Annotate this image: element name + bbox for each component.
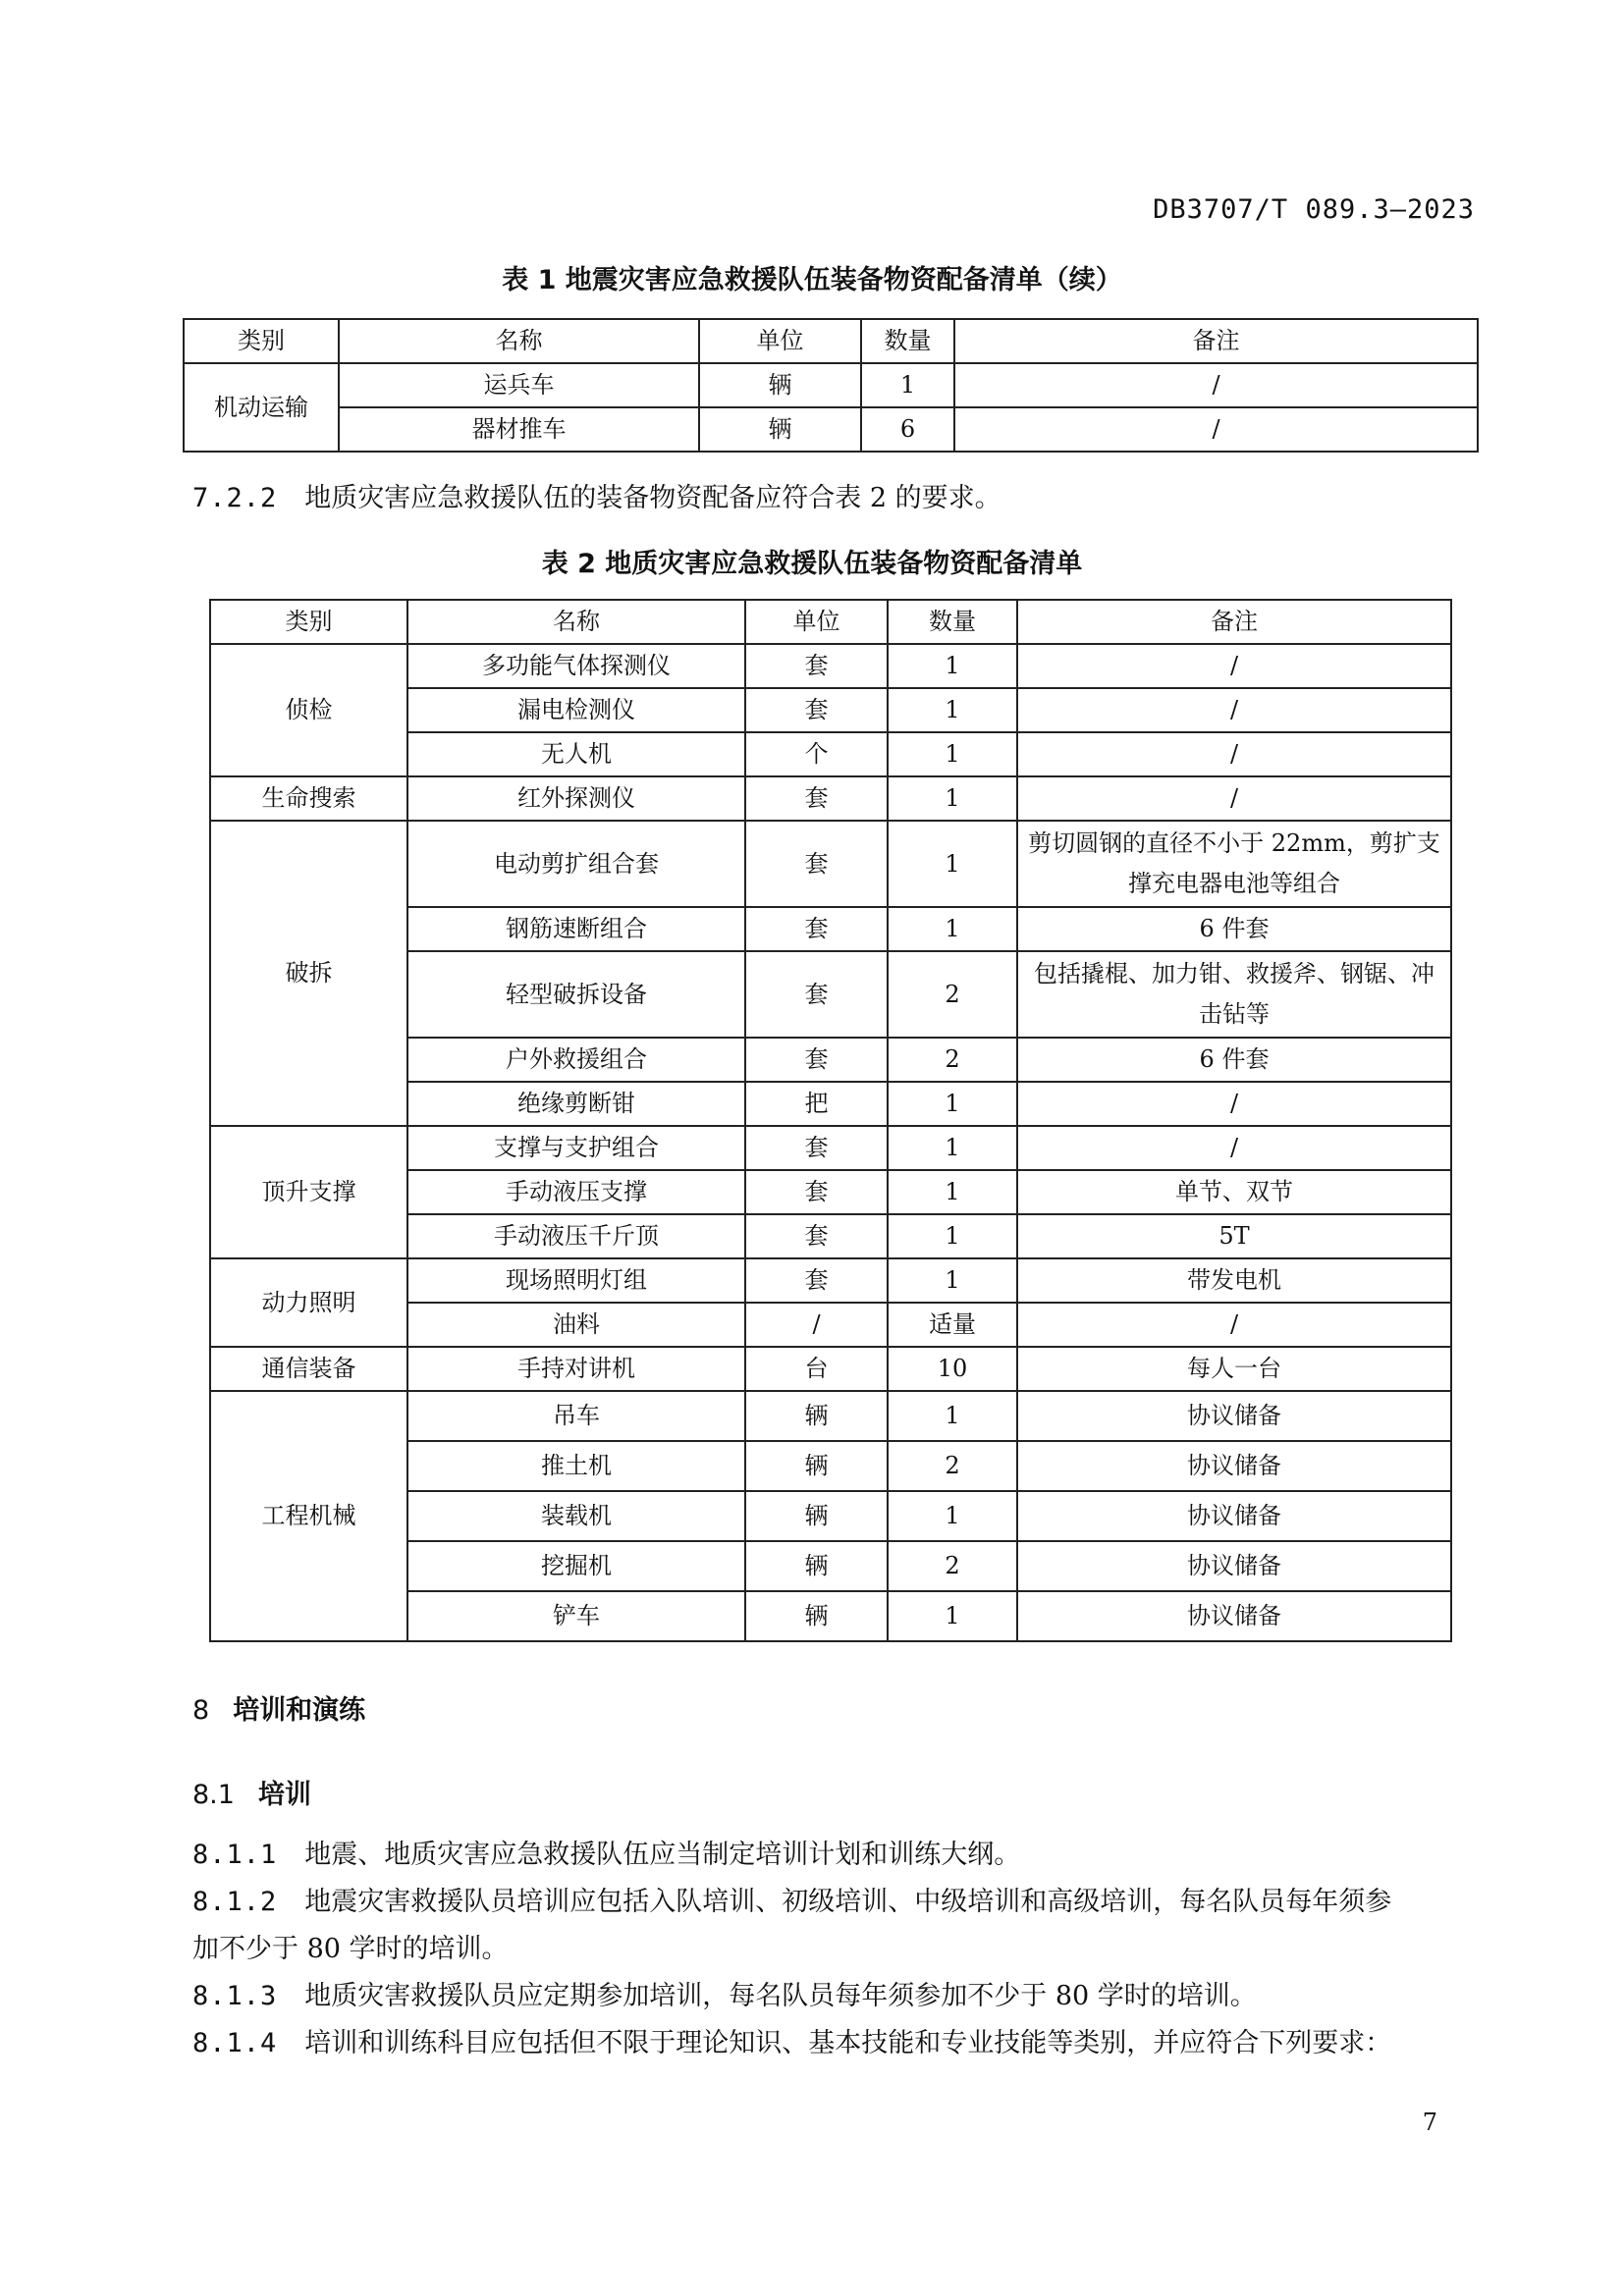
category-cell: 破拆 bbox=[210, 821, 407, 1126]
clause-text: 地质灾害应急救援队伍的装备物资配备应符合表 2 的要求。 bbox=[304, 483, 1001, 513]
note-cell: / bbox=[1017, 688, 1451, 732]
category-cell: 侦检 bbox=[210, 644, 407, 776]
name-cell: 现场照明灯组 bbox=[407, 1258, 745, 1303]
category-cell: 动力照明 bbox=[210, 1258, 407, 1347]
table-header-row bbox=[184, 319, 1478, 363]
note-cell: 6 件套 bbox=[1017, 907, 1451, 951]
name-cell: 多功能气体探测仪 bbox=[407, 644, 745, 688]
name-cell: 轻型破拆设备 bbox=[407, 951, 745, 1038]
header-cell: 数量 bbox=[861, 319, 954, 363]
unit-cell: 辆 bbox=[699, 363, 861, 407]
table1 bbox=[183, 318, 1479, 453]
unit-cell: 套 bbox=[745, 1038, 888, 1082]
unit-cell: 套 bbox=[745, 821, 888, 907]
unit-cell: 辆 bbox=[745, 1541, 888, 1591]
unit-cell: / bbox=[745, 1303, 888, 1347]
qty-cell: 1 bbox=[888, 732, 1017, 776]
name-cell: 绝缘剪断钳 bbox=[407, 1082, 745, 1126]
note-cell: 5T bbox=[1017, 1214, 1451, 1258]
clause-text: 地震灾害救援队员培训应包括入队培训、初级培训、中级培训和高级培训，每名队员每年须参 bbox=[304, 1887, 1392, 1917]
note-cell: 带发电机 bbox=[1017, 1258, 1451, 1303]
clause-number: 8.1.2 bbox=[192, 1887, 278, 1917]
qty-cell: 1 bbox=[888, 644, 1017, 688]
qty-cell: 1 bbox=[888, 1258, 1017, 1303]
note-cell: / bbox=[1017, 1303, 1451, 1347]
name-cell: 挖掘机 bbox=[407, 1541, 745, 1591]
qty-cell: 1 bbox=[888, 1491, 1017, 1541]
document-code: DB3707/T 089.3—2023 bbox=[1153, 194, 1475, 225]
qty-cell: 适量 bbox=[888, 1303, 1017, 1347]
note-cell: / bbox=[1017, 1082, 1451, 1126]
note-cell: 协议储备 bbox=[1017, 1391, 1451, 1441]
unit-cell: 套 bbox=[745, 1258, 888, 1303]
name-cell: 油料 bbox=[407, 1303, 745, 1347]
unit-cell: 台 bbox=[745, 1347, 888, 1391]
header-cell: 名称 bbox=[339, 319, 699, 363]
table-row bbox=[184, 407, 1478, 452]
section-8-heading bbox=[192, 1688, 365, 1727]
category-cell: 机动运输 bbox=[184, 363, 339, 452]
clause-8-1-4 bbox=[192, 2020, 1469, 2067]
page-number: 7 bbox=[1422, 2109, 1437, 2136]
section-title: 培训 bbox=[257, 1780, 311, 1810]
unit-cell: 个 bbox=[745, 732, 888, 776]
name-cell: 支撑与支护组合 bbox=[407, 1126, 745, 1170]
qty-cell: 1 bbox=[888, 1126, 1017, 1170]
note-cell: 单节、双节 bbox=[1017, 1170, 1451, 1214]
table-row bbox=[210, 1347, 1451, 1391]
name-cell: 红外探测仪 bbox=[407, 776, 745, 821]
unit-cell: 套 bbox=[745, 688, 888, 732]
name-cell: 器材推车 bbox=[339, 407, 699, 452]
qty-cell: 10 bbox=[888, 1347, 1017, 1391]
header-cell: 类别 bbox=[184, 319, 339, 363]
note-cell: 6 件套 bbox=[1017, 1038, 1451, 1082]
unit-cell: 套 bbox=[745, 776, 888, 821]
note-cell: / bbox=[1017, 732, 1451, 776]
clause-text: 培训和训练科目应包括但不限于理论知识、基本技能和专业技能等类别，并应符合下列要求： bbox=[304, 2028, 1392, 2058]
name-cell: 漏电检测仪 bbox=[407, 688, 745, 732]
unit-cell: 套 bbox=[745, 951, 888, 1038]
header-cell: 单位 bbox=[699, 319, 861, 363]
note-cell: 协议储备 bbox=[1017, 1441, 1451, 1491]
clause-number: 8.1.4 bbox=[192, 2028, 278, 2058]
note-cell: / bbox=[954, 407, 1478, 452]
header-cell: 数量 bbox=[888, 600, 1017, 644]
header-cell: 单位 bbox=[745, 600, 888, 644]
clause-8-1-3 bbox=[192, 1973, 1469, 2020]
name-cell: 手动液压支撑 bbox=[407, 1170, 745, 1214]
table-row bbox=[210, 776, 1451, 821]
qty-cell: 1 bbox=[888, 776, 1017, 821]
unit-cell: 套 bbox=[745, 1214, 888, 1258]
note-cell: 协议储备 bbox=[1017, 1541, 1451, 1591]
unit-cell: 套 bbox=[745, 644, 888, 688]
qty-cell: 2 bbox=[888, 951, 1017, 1038]
unit-cell: 套 bbox=[745, 1170, 888, 1214]
note-cell: 包括撬棍、加力钳、救援斧、钢锯、冲击钻等 bbox=[1017, 951, 1451, 1038]
section-number: 8 bbox=[192, 1695, 210, 1726]
note-cell: / bbox=[1017, 776, 1451, 821]
table2-caption: 表 2 地质灾害应急救援队伍装备物资配备清单 bbox=[541, 549, 1083, 579]
qty-cell: 1 bbox=[888, 1082, 1017, 1126]
section-8-1-heading bbox=[192, 1773, 311, 1811]
name-cell: 手持对讲机 bbox=[407, 1347, 745, 1391]
qty-cell: 2 bbox=[888, 1038, 1017, 1082]
section-title: 培训和演练 bbox=[233, 1695, 366, 1726]
note-cell: 协议储备 bbox=[1017, 1591, 1451, 1641]
table-row bbox=[210, 1391, 1451, 1441]
header-cell: 名称 bbox=[407, 600, 745, 644]
table1-caption: 表 1 地震灾害应急救援队伍装备物资配备清单（续） bbox=[502, 265, 1122, 295]
unit-cell: 辆 bbox=[745, 1491, 888, 1541]
qty-cell: 1 bbox=[888, 1391, 1017, 1441]
clause-number: 8.1.3 bbox=[192, 1981, 278, 2011]
note-cell: 剪切圆钢的直径不小于 22mm，剪扩支撑充电器电池等组合 bbox=[1017, 821, 1451, 907]
table-row bbox=[210, 1126, 1451, 1170]
clause-text: 地震、地质灾害应急救援队伍应当制定培训计划和训练大纲。 bbox=[304, 1840, 1021, 1870]
section-number: 8.1 bbox=[192, 1780, 235, 1810]
clause-7-2-2 bbox=[192, 475, 1469, 522]
name-cell: 手动液压千斤顶 bbox=[407, 1214, 745, 1258]
qty-cell: 1 bbox=[888, 907, 1017, 951]
unit-cell: 辆 bbox=[745, 1591, 888, 1641]
qty-cell: 1 bbox=[888, 688, 1017, 732]
note-cell: / bbox=[954, 363, 1478, 407]
table-row bbox=[184, 363, 1478, 407]
qty-cell: 1 bbox=[888, 1591, 1017, 1641]
category-cell: 生命搜索 bbox=[210, 776, 407, 821]
qty-cell: 1 bbox=[888, 1214, 1017, 1258]
category-cell: 通信装备 bbox=[210, 1347, 407, 1391]
header-cell: 备注 bbox=[1017, 600, 1451, 644]
table-row bbox=[210, 1258, 1451, 1303]
qty-cell: 6 bbox=[861, 407, 954, 452]
table2 bbox=[209, 599, 1452, 1642]
name-cell: 铲车 bbox=[407, 1591, 745, 1641]
table-row bbox=[210, 644, 1451, 688]
unit-cell: 辆 bbox=[699, 407, 861, 452]
name-cell: 电动剪扩组合套 bbox=[407, 821, 745, 907]
qty-cell: 1 bbox=[888, 1170, 1017, 1214]
note-cell: / bbox=[1017, 1126, 1451, 1170]
qty-cell: 1 bbox=[888, 821, 1017, 907]
note-cell: 协议储备 bbox=[1017, 1491, 1451, 1541]
category-cell: 工程机械 bbox=[210, 1391, 407, 1641]
table-row bbox=[210, 821, 1451, 907]
clause-text-continued: 加不少于 80 学时的培训。 bbox=[192, 1934, 509, 1964]
unit-cell: 把 bbox=[745, 1082, 888, 1126]
unit-cell: 套 bbox=[745, 1126, 888, 1170]
name-cell: 推土机 bbox=[407, 1441, 745, 1491]
clause-8-1-1 bbox=[192, 1832, 1469, 1879]
name-cell: 户外救援组合 bbox=[407, 1038, 745, 1082]
table-header-row bbox=[210, 600, 1451, 644]
name-cell: 运兵车 bbox=[339, 363, 699, 407]
clause-number: 8.1.1 bbox=[192, 1840, 278, 1870]
header-cell: 备注 bbox=[954, 319, 1478, 363]
clause-text: 地质灾害救援队员应定期参加培训，每名队员每年须参加不少于 80 学时的培训。 bbox=[304, 1981, 1257, 2011]
qty-cell: 2 bbox=[888, 1541, 1017, 1591]
unit-cell: 套 bbox=[745, 907, 888, 951]
qty-cell: 1 bbox=[861, 363, 954, 407]
clause-8-1-2 bbox=[192, 1879, 1469, 1973]
name-cell: 无人机 bbox=[407, 732, 745, 776]
clause-number: 7.2.2 bbox=[192, 483, 278, 513]
name-cell: 吊车 bbox=[407, 1391, 745, 1441]
name-cell: 装载机 bbox=[407, 1491, 745, 1541]
note-cell: 每人一台 bbox=[1017, 1347, 1451, 1391]
unit-cell: 辆 bbox=[745, 1391, 888, 1441]
note-cell: / bbox=[1017, 644, 1451, 688]
category-cell: 顶升支撑 bbox=[210, 1126, 407, 1258]
qty-cell: 2 bbox=[888, 1441, 1017, 1491]
name-cell: 钢筋速断组合 bbox=[407, 907, 745, 951]
header-cell: 类别 bbox=[210, 600, 407, 644]
unit-cell: 辆 bbox=[745, 1441, 888, 1491]
